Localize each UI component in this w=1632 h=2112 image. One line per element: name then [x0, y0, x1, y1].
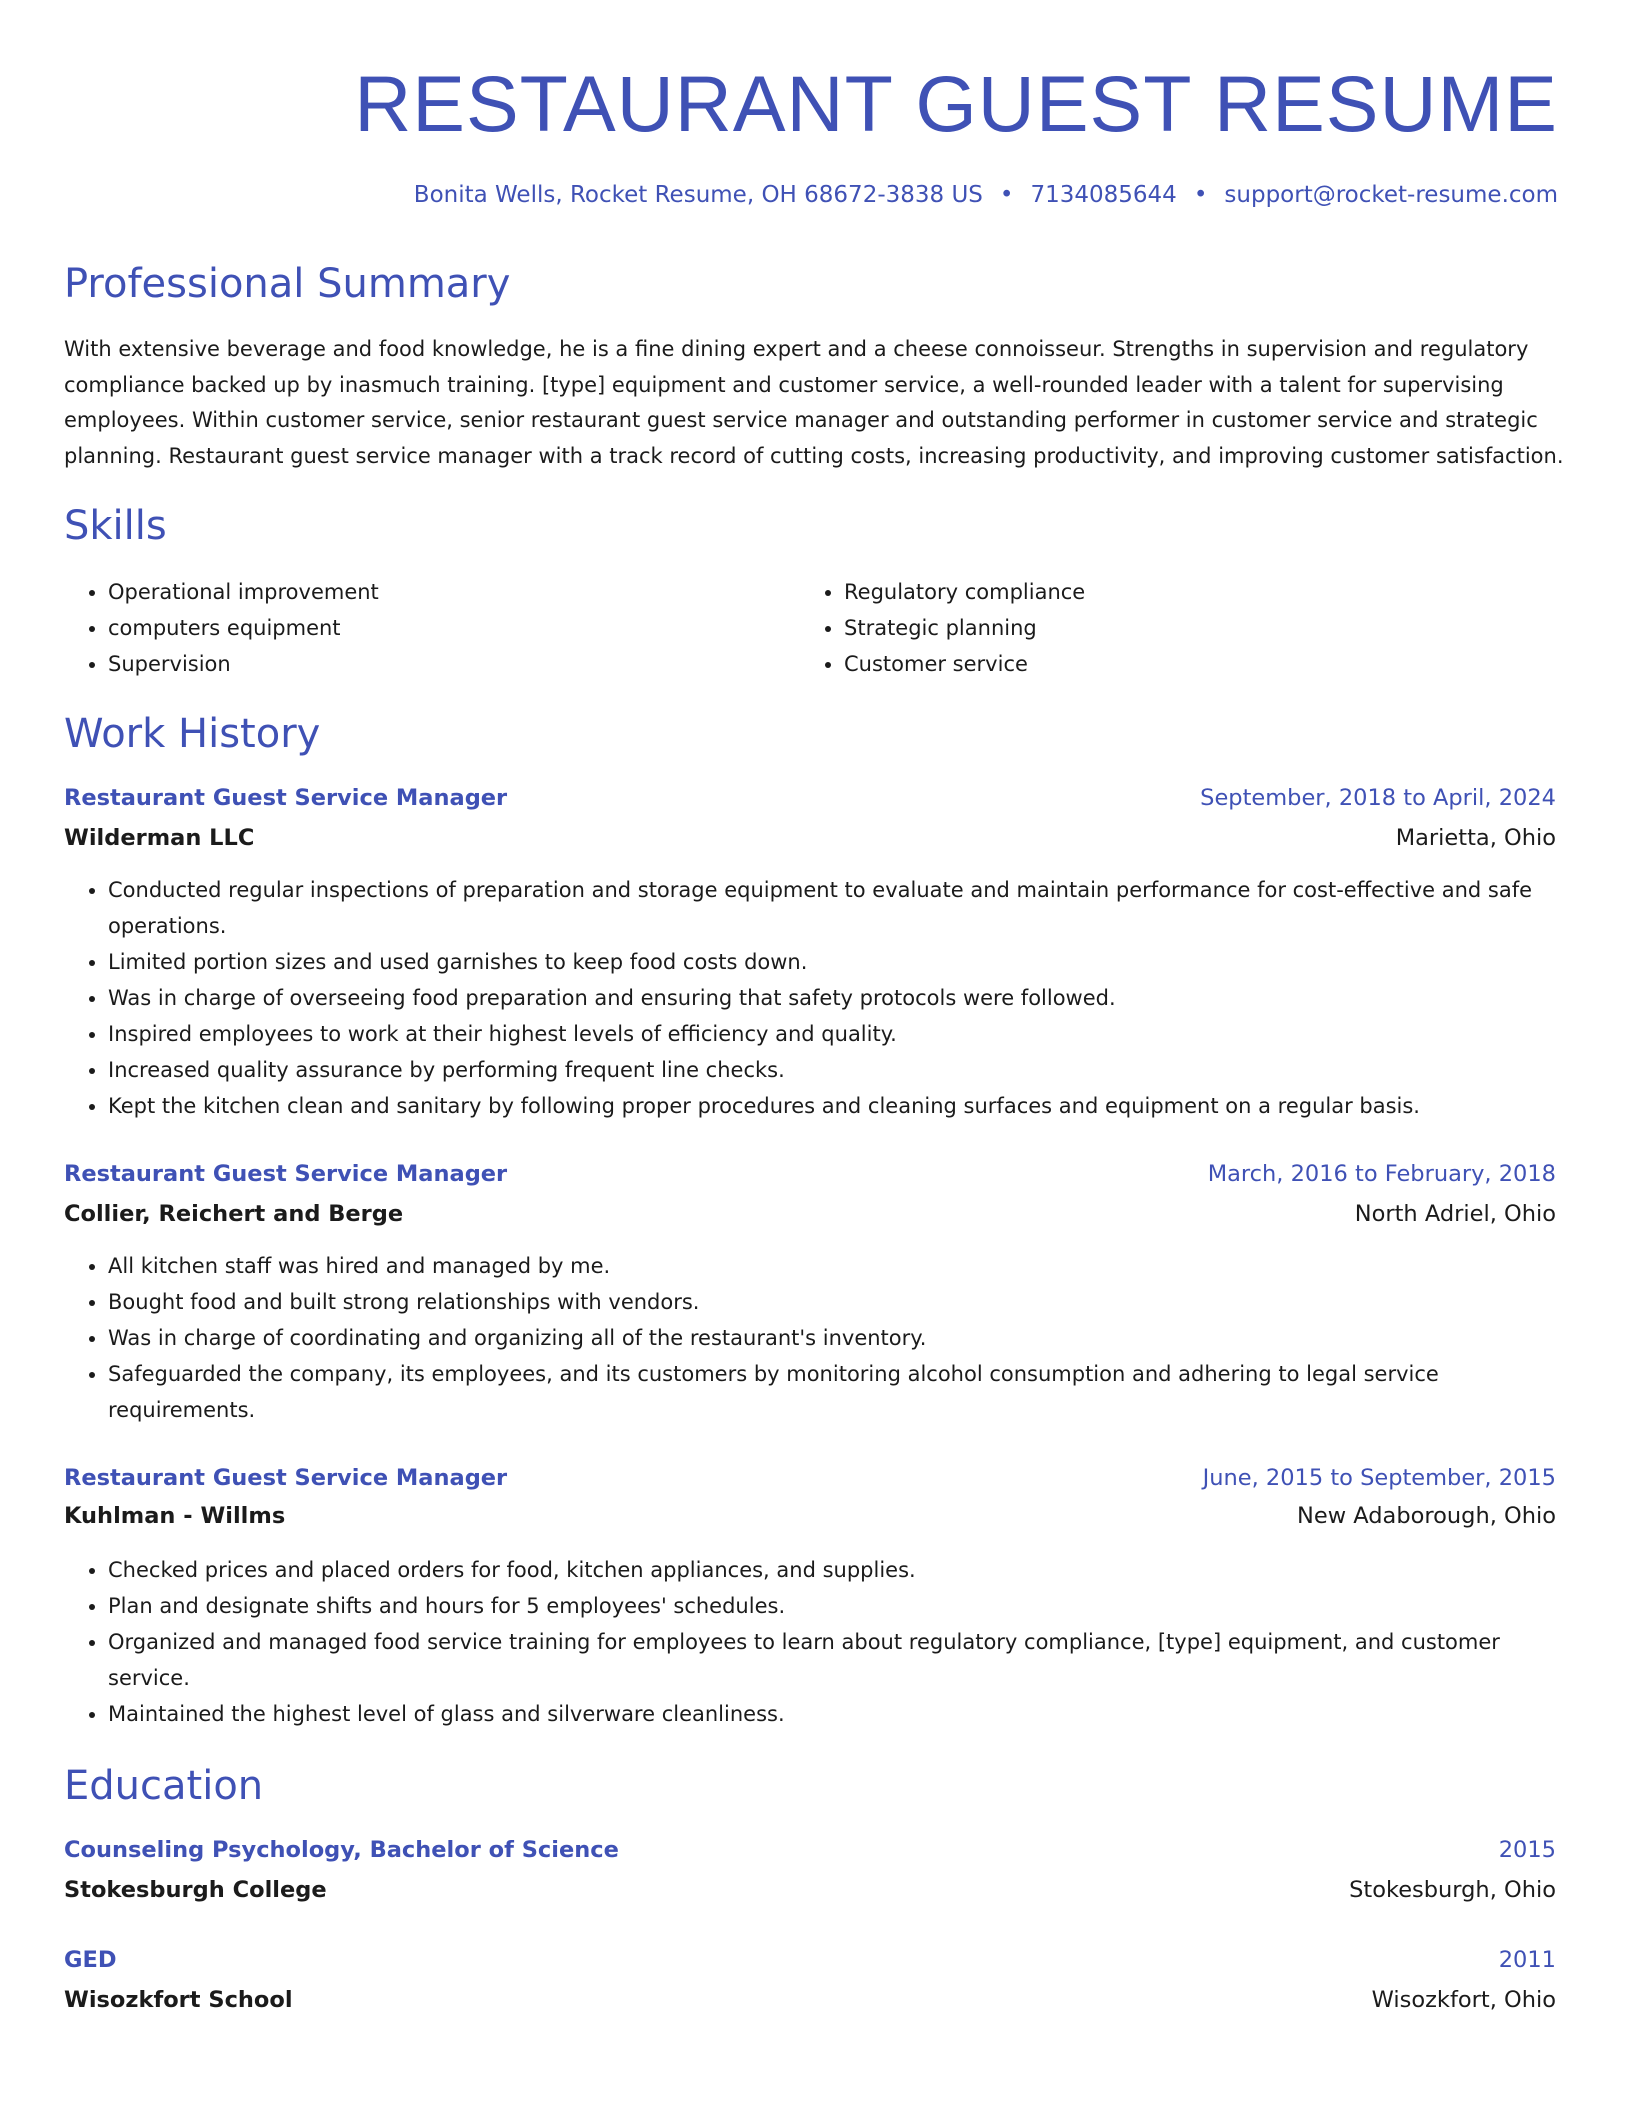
job-location: Marietta, Ohio	[1395, 825, 1556, 851]
job-company: Collier, Reichert and Berge	[64, 1201, 404, 1227]
job-company: Kuhlman - Willms	[64, 1503, 286, 1529]
education-degree: Counseling Psychology, Bachelor of Science	[64, 1837, 619, 1863]
section-title-work: Work History	[64, 711, 321, 757]
contact-separator: •	[999, 182, 1014, 208]
job-location: New Adaborough, Ohio	[1297, 1503, 1556, 1529]
education-year: 2011	[1498, 1947, 1556, 1973]
job-bullet: • Increased quality assurance by performing frequent line checks.	[108, 1052, 1584, 1088]
job-header	[64, 1462, 1556, 1494]
skill-item: • Regulatory compliance	[844, 574, 1544, 610]
job-bullet: • Limited portion sizes and used garnishes to keep food costs down.	[108, 944, 1584, 980]
job-header	[64, 1158, 1556, 1190]
job-bullet: • Conducted regular inspections of preparation and storage equipment to evaluate and maintain performance for cost-effective and safe operations.	[108, 872, 1584, 944]
contact-separator: •	[1193, 182, 1208, 208]
job-dates: March, 2016 to February, 2018	[1207, 1161, 1556, 1187]
section-title-skills: Skills	[64, 503, 167, 549]
contact-email: support@rocket-resume.com	[1224, 182, 1558, 208]
job-header	[64, 782, 1556, 814]
skill-item: • computers equipment	[108, 610, 748, 646]
job-bullet: • Kept the kitchen clean and sanitary by following proper procedures and cleaning surfaces and equipment on a regular basis.	[108, 1088, 1584, 1124]
education-location: Wisozkfort, Ohio	[1371, 1987, 1556, 2013]
job-bullet: • Plan and designate shifts and hours for 5 employees' schedules.	[108, 1588, 1568, 1624]
summary-text: With extensive beverage and food knowledge, he is a fine dining expert and a cheese connoisseur. Strengths in supervision and regulatory compliance backed up by inasmuch training. [type] equipment and customer service, a well-rounded leader with a talent for supervising employees. Within customer service, senior restaurant guest service manager and outstanding performer in customer service and strategic planning. Restaurant guest service manager with a track record of cutting costs, increasing productivity, and improving customer satisfaction.	[64, 337, 1564, 469]
education-school-row	[64, 1874, 1556, 1906]
education-school-row	[64, 1984, 1556, 2016]
job-company-row	[64, 822, 1556, 854]
job-bullet: • Checked prices and placed orders for food, kitchen appliances, and supplies.	[108, 1552, 1568, 1588]
job-bullet: • Was in charge of coordinating and organizing all of the restaurant's inventory.	[108, 1320, 1528, 1356]
job-company-row	[64, 1198, 1556, 1230]
education-location: Stokesburgh, Ohio	[1349, 1877, 1556, 1903]
skill-item: • Operational improvement	[108, 574, 748, 610]
job-bullet: • Bought food and built strong relationships with vendors.	[108, 1284, 1528, 1320]
job-bullet: • Maintained the highest level of glass and silverware cleanliness.	[108, 1696, 1568, 1732]
education-degree: GED	[64, 1947, 117, 1973]
section-title-education: Education	[64, 1763, 264, 1809]
job-bullet: • Organized and managed food service training for employees to learn about regulatory compliance, [type] equipment, and customer service.	[108, 1624, 1568, 1696]
job-company: Wilderman LLC	[64, 825, 255, 851]
job-role: Restaurant Guest Service Manager	[64, 1465, 508, 1491]
education-school: Stokesburgh College	[64, 1877, 327, 1903]
job-location: North Adriel, Ohio	[1354, 1201, 1556, 1227]
education-school: Wisozkfort School	[64, 1987, 293, 2013]
section-title-summary: Professional Summary	[64, 261, 511, 307]
job-bullets	[64, 1552, 1568, 1732]
job-role: Restaurant Guest Service Manager	[64, 1161, 508, 1187]
job-bullets	[64, 1248, 1528, 1428]
job-bullet: • Inspired employees to work at their highest levels of efficiency and quality.	[108, 1016, 1584, 1052]
contact-line	[414, 180, 1558, 210]
resume-title: RESTAURANT GUEST RESUME	[354, 59, 1558, 148]
education-header	[64, 1834, 1556, 1866]
education-year: 2015	[1498, 1837, 1556, 1863]
skill-item: • Strategic planning	[844, 610, 1544, 646]
skill-item: • Supervision	[108, 646, 748, 682]
skill-item: • Customer service	[844, 646, 1544, 682]
skills-list-right	[800, 574, 1544, 682]
job-bullet: • Was in charge of overseeing food preparation and ensuring that safety protocols were followed.	[108, 980, 1584, 1016]
job-bullet: • All kitchen staff was hired and managed by me.	[108, 1248, 1528, 1284]
job-role: Restaurant Guest Service Manager	[64, 785, 508, 811]
skills-list-left	[64, 574, 748, 682]
job-bullets	[64, 872, 1584, 1124]
job-dates: June, 2015 to September, 2015	[1202, 1465, 1556, 1491]
job-bullet: • Safeguarded the company, its employees, and its customers by monitoring alcohol consumption and adhering to legal service requirements.	[108, 1356, 1528, 1428]
job-dates: September, 2018 to April, 2024	[1200, 785, 1556, 811]
education-header	[64, 1944, 1556, 1976]
contact-address: Bonita Wells, Rocket Resume, OH 68672-3838 US	[413, 182, 983, 208]
job-company-row	[64, 1500, 1556, 1532]
contact-phone: 7134085644	[1030, 182, 1177, 208]
